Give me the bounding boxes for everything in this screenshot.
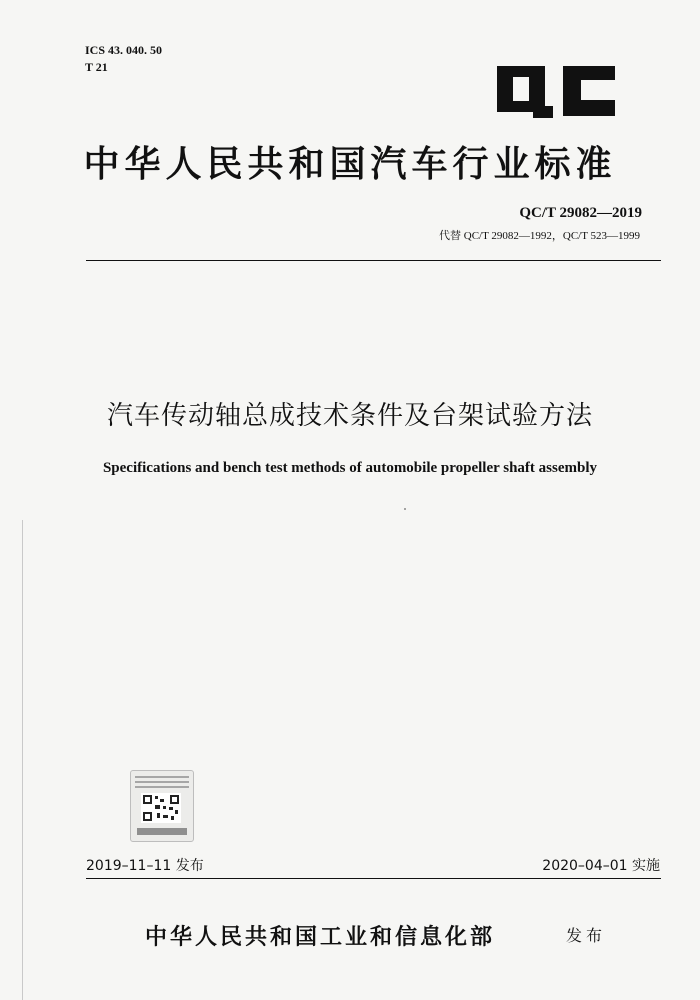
ics-code: ICS 43. 040. 50	[85, 43, 163, 57]
anti-counterfeit-label	[130, 770, 194, 842]
bottom-divider	[86, 878, 661, 879]
qr-code-icon	[141, 793, 181, 823]
standard-number: QC/T 29082—2019	[519, 205, 642, 221]
qc-logo	[493, 62, 618, 120]
implementation-date: 2020–04–01 实施	[542, 858, 660, 874]
scan-speck	[404, 508, 406, 510]
publish-label: 发布	[566, 926, 607, 945]
chinese-title: 汽车传动轴总成技术条件及台架试验方法	[106, 401, 593, 431]
header-title: 中华人民共和国汽车行业标准	[83, 144, 617, 185]
top-divider	[86, 260, 661, 261]
classification-block	[85, 42, 162, 76]
category-code: T 21	[85, 60, 108, 74]
label-text-line	[135, 786, 189, 788]
label-text-line	[135, 776, 189, 778]
label-footer-strip	[137, 828, 187, 835]
english-title: Specifications and bench test methods of automobile propeller shaft assembly	[102, 460, 598, 476]
issue-date: 2019–11–11 发布	[86, 858, 204, 874]
page-edge-line	[22, 520, 23, 1000]
publisher-name: 中华人民共和国工业和信息化部	[145, 925, 496, 950]
label-text-line	[135, 781, 189, 783]
replaces-note: 代替 QC/T 29082—1992，QC/T 523—1999	[439, 230, 640, 242]
